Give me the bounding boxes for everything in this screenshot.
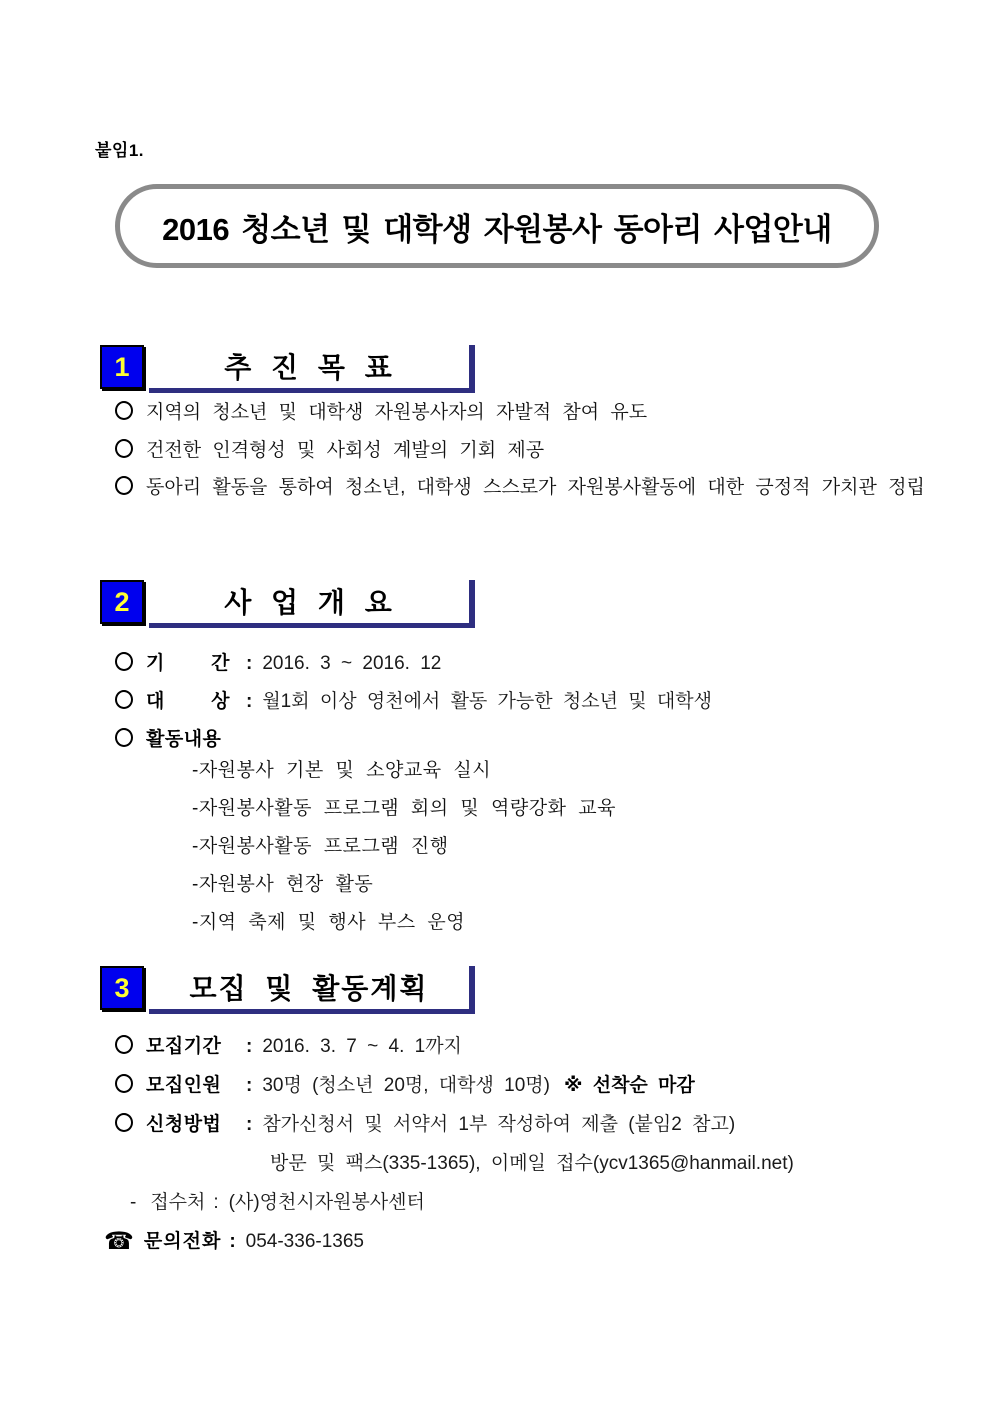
label-colon: : [246, 653, 253, 674]
circle-bullet-icon [115, 439, 133, 458]
item-value: 참가신청서 및 서약서 1부 작성하여 제출 (붙임2 참고) [262, 1114, 736, 1135]
section-1-bullet-list [115, 394, 933, 507]
sub-item: -자원봉사 현장 활동 [192, 874, 374, 895]
circle-bullet-icon [115, 652, 133, 671]
activities-row [115, 724, 246, 754]
telephone-icon: ☎ [104, 1228, 134, 1255]
dash: - [130, 1192, 137, 1213]
item-label: 모집인원 [146, 1075, 222, 1096]
label-colon: : [246, 1036, 253, 1057]
phone-label: 문의전화 [143, 1231, 222, 1252]
circle-bullet-icon [115, 401, 133, 420]
recruit-period-row [115, 1031, 462, 1061]
first-come-note: ※ 선착순 마감 [563, 1075, 695, 1096]
circle-bullet-icon [115, 690, 133, 709]
reception-line [130, 1187, 425, 1214]
attachment-label: 붙임1. [95, 141, 145, 160]
section-2-heading: 사 업 개 요 [149, 580, 475, 628]
phone-line [104, 1226, 364, 1256]
activity-sub-list [192, 752, 616, 942]
bullet-text: 건전한 인격형성 및 사회성 계발의 기회 제공 [146, 439, 545, 461]
bullet-text: 동아리 활동을 통하여 청소년, 대학생 스스로가 자원봉사활동에 대한 긍정적 가치관 정립 [146, 477, 925, 498]
section-3-number-badge: 3 [100, 966, 144, 1010]
section-1-number-badge: 1 [100, 345, 144, 389]
apply-method-continuation: 방문 및 팩스(335-1365), 이메일 접수(ycv1365@hanmail.net) [270, 1153, 794, 1174]
document-title: 2016 청소년 및 대학생 자원봉사 동아리 사업안내 [162, 211, 832, 247]
bullet-text: 지역의 청소년 및 대학생 자원봉사자의 자발적 참여 유도 [146, 402, 648, 423]
reception-value: (사)영천시자원봉사센터 [228, 1192, 425, 1213]
target-row [115, 686, 712, 716]
bullet-item [115, 469, 933, 507]
reception-label: 접수처 [150, 1192, 206, 1213]
period-row [115, 648, 441, 678]
label-colon: : [246, 691, 253, 712]
section-2-number-badge: 2 [100, 580, 144, 624]
item-label: 모집기간 [146, 1036, 222, 1057]
item-label: 활동내용 [146, 729, 222, 750]
circle-bullet-icon [115, 1035, 133, 1054]
circle-bullet-icon [115, 476, 133, 495]
item-label: 신청방법 [146, 1114, 222, 1135]
item-value: 2016. 3 ~ 2016. 12 [262, 653, 442, 674]
sub-item: -자원봉사활동 프로그램 진행 [192, 836, 449, 857]
item-value: 2016. 3. 7 ~ 4. 1까지 [262, 1036, 462, 1057]
item-label: 기 간 [146, 653, 230, 674]
section-1-heading: 추 진 목 표 [149, 345, 475, 393]
recruit-count-row [115, 1070, 695, 1100]
phone-number: 054-336-1365 [245, 1231, 364, 1252]
item-value: 30명 (청소년 20명, 대학생 10명) [262, 1075, 550, 1096]
item-label: 대 상 [146, 691, 230, 712]
bullet-item [115, 394, 933, 432]
label-colon: : [213, 1192, 219, 1213]
bullet-item [115, 432, 933, 470]
label-colon: : [246, 1075, 253, 1096]
label-colon: : [246, 1114, 253, 1135]
circle-bullet-icon [115, 1113, 133, 1132]
label-colon: : [229, 1231, 236, 1252]
circle-bullet-icon [115, 1074, 133, 1093]
sub-item: -자원봉사활동 프로그램 회의 및 역량강화 교육 [192, 798, 616, 819]
section-3-heading: 모집 및 활동계획 [149, 966, 475, 1014]
item-value: 월1회 이상 영천에서 활동 가능한 청소년 및 대학생 [262, 691, 712, 712]
circle-bullet-icon [115, 728, 133, 747]
document-title-box [115, 184, 879, 268]
apply-method-row [115, 1109, 735, 1139]
sub-item: -지역 축제 및 행사 부스 운영 [192, 912, 466, 933]
sub-item: -자원봉사 기본 및 소양교육 실시 [192, 760, 492, 781]
